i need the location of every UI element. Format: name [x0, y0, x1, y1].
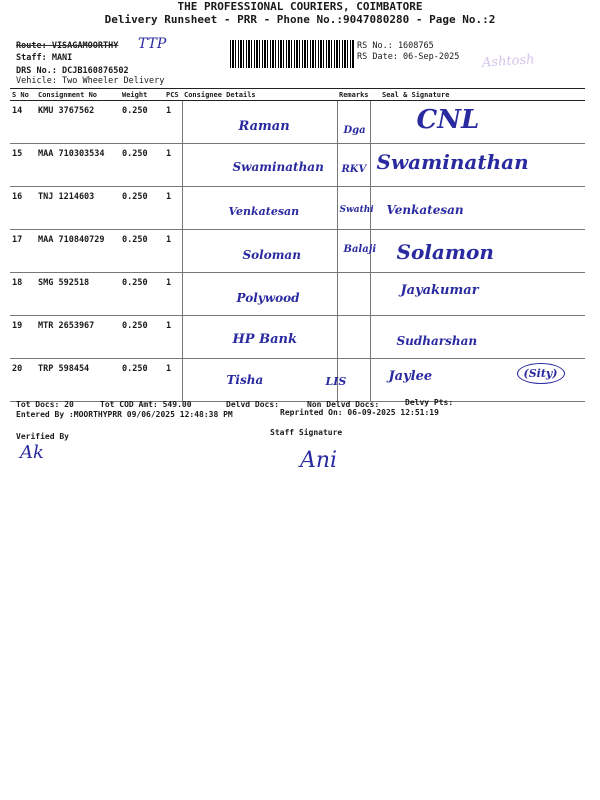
table-row	[10, 316, 585, 359]
barcode-icon	[230, 40, 354, 68]
tot-cod-amt: Tot COD Amt: 549.00	[100, 400, 192, 409]
cell-consignment: MTR 2653967	[36, 316, 120, 359]
signature-handwriting: Solamon	[396, 240, 494, 264]
cell-sno: 18	[10, 273, 36, 316]
cell-sno: 19	[10, 316, 36, 359]
consignee-handwriting: Swaminathan	[232, 160, 324, 174]
cell-weight: 0.250	[120, 144, 164, 187]
signature-handwriting: CNL	[416, 105, 480, 135]
table-row	[10, 187, 585, 230]
cell-consignment: TRP 598454	[36, 359, 120, 402]
table-header-row	[10, 89, 585, 101]
route-label: Route: VISAGAMOORTHY	[16, 41, 119, 51]
cell-sno: 15	[10, 144, 36, 187]
consignee-handwriting: Soloman	[242, 248, 301, 262]
company-title: THE PROFESSIONAL COURIERS, COIMBATORE	[177, 0, 423, 13]
cell-consignee	[182, 316, 337, 359]
remarks-handwriting: LIS	[325, 375, 347, 388]
cell-consignment: MAA 710840729	[36, 230, 120, 273]
cell-consignee	[182, 359, 337, 402]
col-weight: Weight	[120, 89, 164, 101]
consignee-handwriting: Venkatesan	[228, 205, 300, 218]
table-row	[10, 273, 585, 316]
cell-remarks	[337, 187, 374, 230]
cell-consignee	[182, 101, 337, 144]
cell-pcs: 1	[164, 359, 182, 402]
cell-consignment: KMU 3767562	[36, 101, 120, 144]
cell-weight: 0.250	[120, 187, 164, 230]
cell-signature	[370, 273, 585, 316]
faded-stamp: Ashtosh	[481, 52, 535, 71]
signature-handwriting: Swaminathan	[376, 150, 529, 174]
runsheet-table	[10, 88, 585, 402]
verified-signature: Ak	[20, 442, 44, 463]
cell-remarks	[337, 273, 370, 316]
col-sno: S No	[10, 89, 36, 101]
vehicle-label: Vehicle: Two Wheeler Delivery	[16, 76, 165, 86]
cell-signature	[370, 144, 585, 187]
consignee-handwriting: Raman	[238, 119, 290, 134]
cell-consignee	[182, 187, 337, 230]
runsheet-subtitle: Delivery Runsheet - PRR - Phone No.:9047080280 - Page No.:2	[104, 13, 496, 26]
cell-remarks	[337, 316, 370, 359]
consignee-handwriting: Tisha	[226, 373, 264, 387]
route-handwritten: TTP	[138, 36, 167, 52]
cell-signature	[370, 230, 585, 273]
col-remarks: Remarks	[339, 90, 369, 99]
cell-signature	[370, 316, 585, 359]
cell-signature	[370, 359, 585, 402]
cell-sno: 20	[10, 359, 36, 402]
cell-consignee	[182, 273, 337, 316]
signature-handwriting: Venkatesan	[386, 203, 464, 217]
tot-docs: Tot Docs: 20	[16, 400, 74, 409]
circled-note: (Sity)	[517, 363, 565, 384]
cell-consignment: TNJ 1214603	[36, 187, 120, 230]
staff-signature-label: Staff Signature	[270, 428, 343, 437]
cell-consignee	[182, 230, 337, 273]
cell-pcs: 1	[164, 101, 182, 144]
col-consignment: Consignment No	[36, 89, 120, 101]
cell-consignee	[182, 144, 337, 187]
cell-weight: 0.250	[120, 316, 164, 359]
remarks-handwriting: Dga	[343, 125, 366, 136]
cell-pcs: 1	[164, 144, 182, 187]
cell-remarks	[337, 144, 370, 187]
table-row	[10, 144, 585, 187]
cell-remarks	[337, 230, 377, 273]
col-signature: Seal & Signature	[370, 89, 585, 101]
remarks-handwriting: Balaji	[343, 244, 377, 255]
remarks-handwriting: Swathi	[339, 205, 374, 215]
cell-consignment: SMG 592518	[36, 273, 120, 316]
cell-pcs: 1	[164, 273, 182, 316]
consignee-handwriting: HP Bank	[232, 332, 297, 347]
rs-number: RS No.: 1608765	[357, 41, 434, 51]
signature-handwriting: Jaylee	[388, 369, 433, 384]
cell-sno: 16	[10, 187, 36, 230]
delvy-pts: Delvy Pts:	[405, 398, 454, 407]
cell-pcs: 1	[164, 316, 182, 359]
verified-by-label: Verified By	[16, 432, 69, 441]
cell-sno: 17	[10, 230, 36, 273]
signature-handwriting: Jayakumar	[400, 283, 479, 298]
staff-label: Staff: MANI	[16, 53, 73, 63]
non-delvd-docs: Non Delvd Docs:	[307, 400, 380, 409]
drs-number: DRS No.: DCJB160876502	[16, 66, 129, 76]
table-row	[10, 101, 585, 144]
signature-handwriting: Sudharshan	[396, 334, 478, 348]
reprinted-on: Reprinted On: 06-09-2025 12:51:19	[280, 408, 439, 417]
cell-weight: 0.250	[120, 101, 164, 144]
consignee-handwriting: Polywood	[236, 291, 300, 305]
remarks-handwriting: RKV	[341, 164, 367, 175]
cell-signature	[370, 187, 585, 230]
cell-pcs: 1	[164, 230, 182, 273]
cell-remarks	[325, 359, 370, 402]
table-row	[10, 359, 585, 402]
cell-signature	[370, 101, 585, 144]
cell-consignment: MAA 710303534	[36, 144, 120, 187]
rs-date: RS Date: 06-Sep-2025	[357, 52, 460, 62]
cell-sno: 14	[10, 101, 36, 144]
cell-remarks	[337, 101, 370, 144]
cell-pcs: 1	[164, 187, 182, 230]
col-consignee: Consignee Details	[182, 89, 337, 101]
cell-weight: 0.250	[120, 359, 164, 402]
table-row	[10, 230, 585, 273]
col-pcs: PCS	[164, 89, 182, 101]
entered-by: Entered By :MOORTHYPRR 09/06/2025 12:48:38 PM	[16, 410, 233, 419]
delvd-docs: Delvd Docs:	[226, 400, 279, 409]
staff-signature: Ani	[300, 448, 338, 473]
cell-weight: 0.250	[120, 273, 164, 316]
cell-weight: 0.250	[120, 230, 164, 273]
